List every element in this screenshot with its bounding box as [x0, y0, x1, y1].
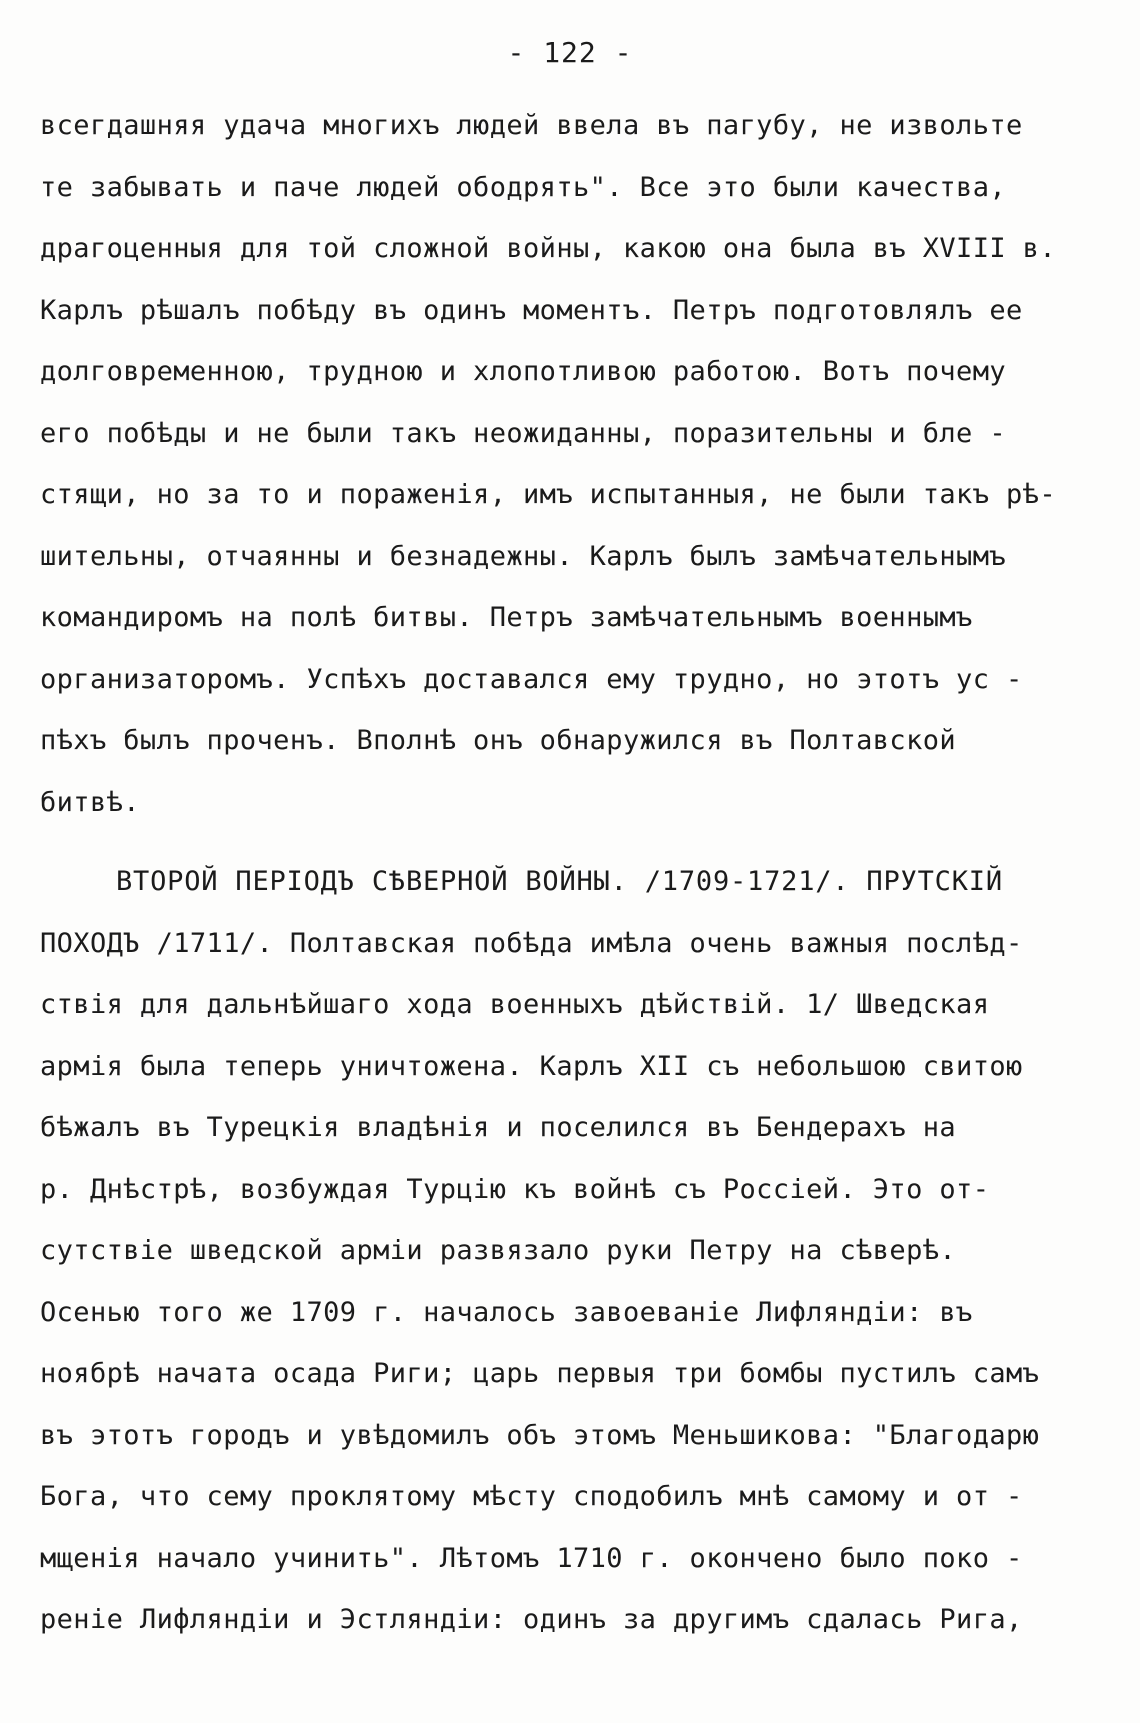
page-number: - 122 - [507, 36, 633, 69]
text-line: пѣхъ былъ проченъ. Вполнѣ онъ обнаружился въ Полтавской [40, 725, 957, 756]
text-line: драгоценныя для той сложной войны, какою она была въ XVIII в. [40, 233, 1056, 264]
text-line: его побѣды и не были такъ неожиданны, поразительны и бле - [40, 417, 1007, 449]
text-line: долговременною, трудною и хлопотливою работою. Вотъ почему [40, 356, 1007, 387]
text-line: организаторомъ. Успѣхъ доставался ему трудно, но этотъ ус - [40, 663, 1023, 695]
text-line: Карлъ рѣшалъ побѣду въ одинъ моментъ. Петръ подготовлялъ ее [40, 294, 1023, 326]
text-line: шительны, отчаянны и безнадежны. Карлъ былъ замѣчательнымъ [40, 540, 1007, 572]
text-line: реніе Лифляндіи и Эстляндіи: одинъ за другимъ сдалась Рига, [40, 1604, 1023, 1635]
text-line: р. Днѣстрѣ, возбуждая Турцію къ войнѣ съ Россіей. Это от- [40, 1173, 990, 1205]
body-text [40, 95, 1100, 1651]
section-spacer [40, 833, 1100, 851]
text-line: бѣжалъ въ Турецкія владѣнія и поселился въ Бендерахъ на [40, 1112, 957, 1143]
text-line: сутствіе шведской арміи развязало руки Петру на сѣверѣ. [40, 1235, 957, 1266]
text-line: въ этотъ городъ и увѣдомилъ объ этомъ Меньшикова: "Благодарю [40, 1419, 1040, 1451]
text-line: мщенія начало учинить". Лѣтомъ 1710 г. окончено было поко - [40, 1542, 1023, 1574]
text-line: те забывать и паче людей ободрять". Все это были качества, [40, 171, 1007, 203]
text-line: Осенью того же 1709 г. началось завоеваніе Лифляндіи: въ [40, 1296, 973, 1328]
section-heading: ВТОРОЙ ПЕРІОДЪ СѢВЕРНОЙ ВОЙНЫ. /1709-1721/. ПРУТСКІЙ [116, 866, 1003, 897]
text-line: армія была теперь уничтожена. Карлъ XII съ небольшою свитою [40, 1050, 1023, 1082]
text-line: стящи, но за то и пораженія, имъ испытанныя, не были такъ рѣ- [40, 479, 1056, 510]
text-line: Бога, что сему проклятому мѣсту сподобилъ мнѣ самому и от - [40, 1481, 1023, 1512]
text-line: ноябрѣ начата осада Риги; царь первыя три бомбы пустилъ самъ [40, 1358, 1040, 1389]
text-line: всегдашняя удача многихъ людей ввела въ пагубу, не извольте [40, 110, 1023, 141]
text-line: ПОХОДЪ /1711/. Полтавская побѣда имѣла очень важныя послѣд- [40, 927, 1023, 959]
text-line: ствія для дальнѣйшаго хода военныхъ дѣйствій. 1/ Шведская [40, 989, 990, 1020]
text-line: командиромъ на полѣ битвы. Петръ замѣчательнымъ военнымъ [40, 602, 973, 633]
text-line: битвѣ. [40, 786, 140, 818]
